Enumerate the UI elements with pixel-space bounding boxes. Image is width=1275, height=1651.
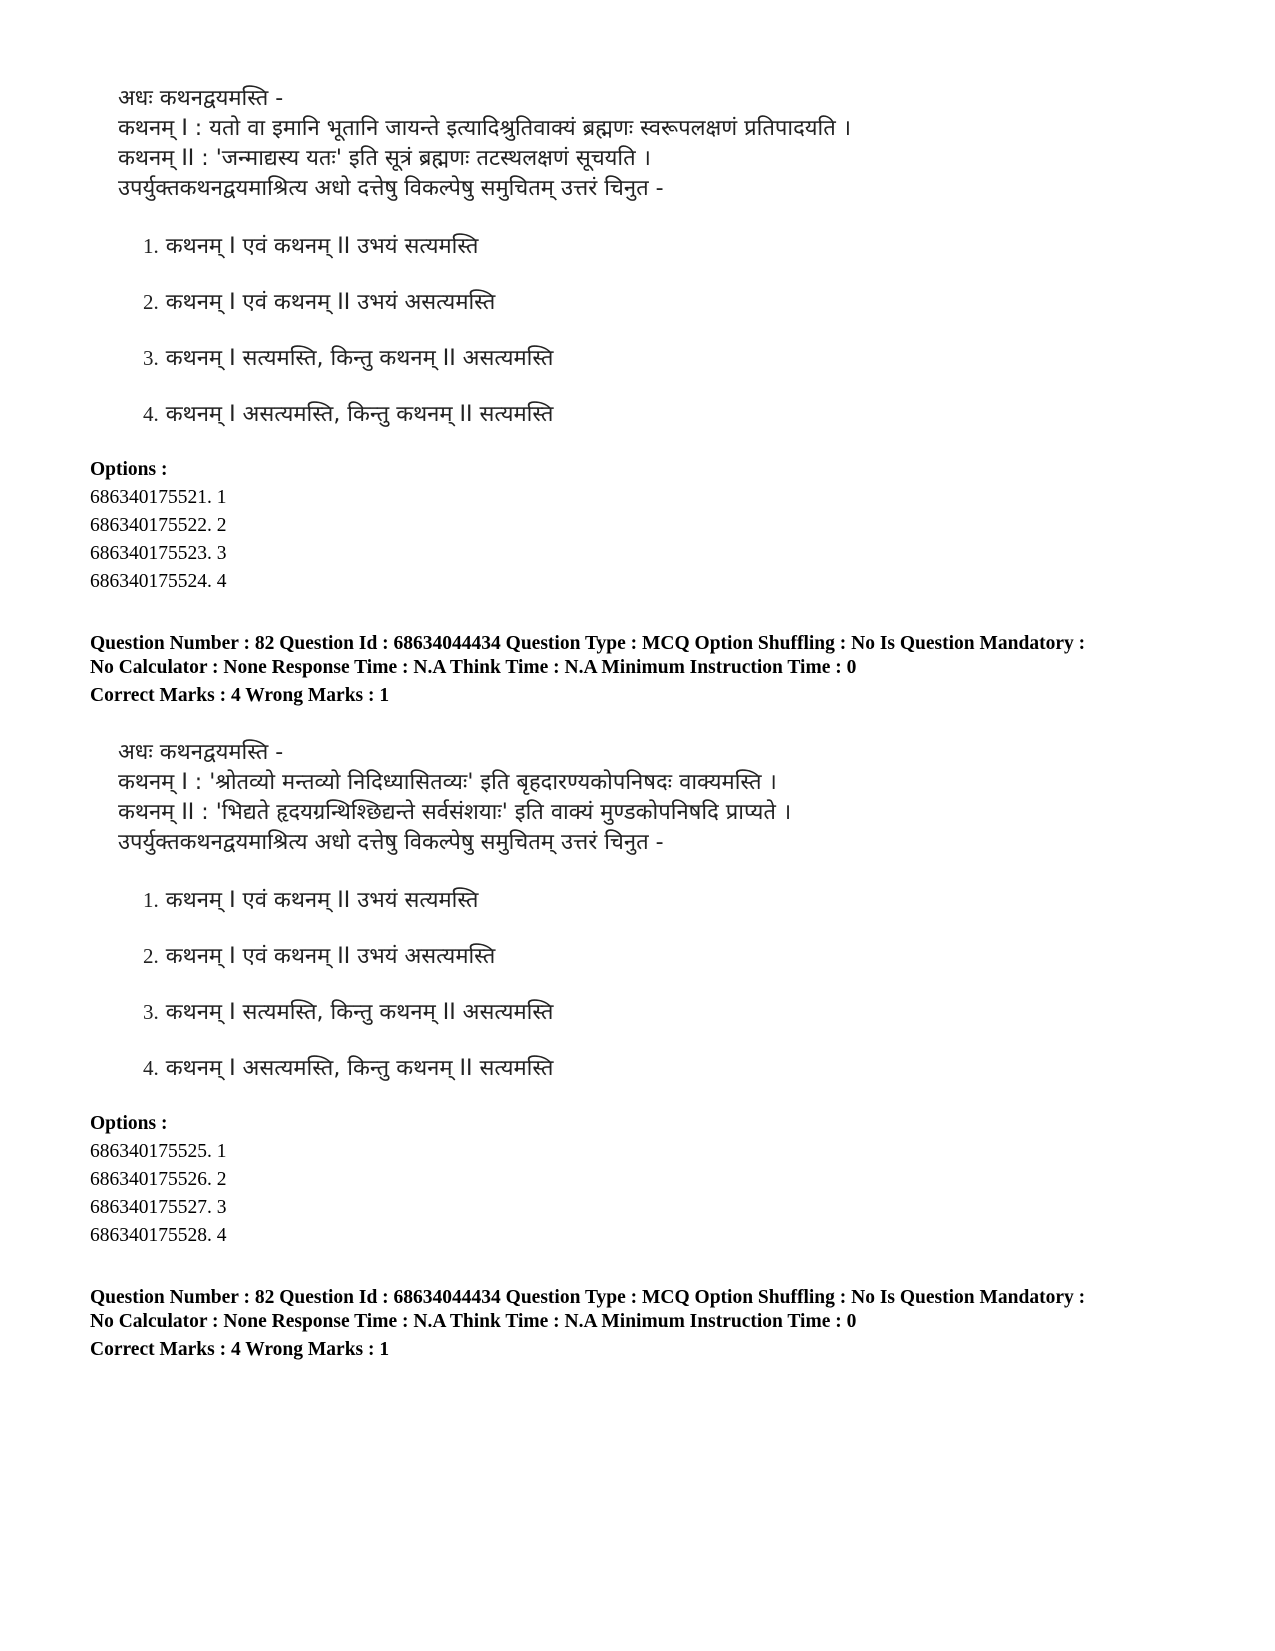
statement-2: कथनम् II : 'भिद्यते हृदयग्रन्थिश्छिद्यन्ते सर्वसंशयाः' इति वाक्यं मुण्डकोपनिषदि प्राप्यते । [118, 800, 792, 825]
question-meta-line-2: No Calculator : None Response Time : N.A Think Time : N.A Minimum Instruction Time : 0 [90, 1311, 857, 1332]
option-item: 686340175526. 2 [90, 1169, 227, 1190]
question-meta-line-2: No Calculator : None Response Time : N.A Think Time : N.A Minimum Instruction Time : 0 [90, 657, 857, 678]
question-meta-line-1: Question Number : 82 Question Id : 68634044434 Question Type : MCQ Option Shuffling : No Is Question Mandatory : [90, 633, 1086, 654]
option-item: 686340175527. 3 [90, 1197, 227, 1218]
question-instruction: उपर्युक्तकथनद्वयमाश्रित्य अधो दत्तेषु विकल्पेषु समुचितम् उत्तरं चिनुत - [118, 830, 664, 855]
options-label: Options : [90, 459, 168, 480]
statement-2: कथनम् II : 'जन्माद्यस्य यतः' इति सूत्रं ब्रह्मणः तटस्थलक्षणं सूचयति । [118, 146, 652, 171]
option-item: 686340175522. 2 [90, 515, 227, 536]
choice-item: 2. कथनम् I एवं कथनम् II उभयं असत्यमस्ति [143, 290, 496, 315]
choice-item: 3. कथनम् I सत्यमस्ति, किन्तु कथनम् II असत्यमस्ति [143, 1000, 554, 1025]
choice-item: 1. कथनम् I एवं कथनम् II उभयं सत्यमस्ति [143, 234, 479, 259]
options-label: Options : [90, 1113, 168, 1134]
choice-item: 1. कथनम् I एवं कथनम् II उभयं सत्यमस्ति [143, 888, 479, 913]
question-intro: अधः कथनद्वयमस्ति - [118, 86, 284, 111]
options-list-1 [90, 484, 227, 596]
choice-item: 2. कथनम् I एवं कथनम् II उभयं असत्यमस्ति [143, 944, 496, 969]
options-list-2 [90, 1138, 227, 1250]
question-instruction: उपर्युक्तकथनद्वयमाश्रित्य अधो दत्तेषु विकल्पेषु समुचितम् उत्तरं चिनुत - [118, 176, 664, 201]
option-item: 686340175521. 1 [90, 487, 227, 508]
option-item: 686340175524. 4 [90, 571, 227, 592]
question-intro: अधः कथनद्वयमस्ति - [118, 740, 284, 765]
choice-item: 4. कथनम् I असत्यमस्ति, किन्तु कथनम् II सत्यमस्ति [143, 1056, 554, 1081]
question-marks: Correct Marks : 4 Wrong Marks : 1 [90, 1339, 390, 1360]
statement-1: कथनम् I : यतो वा इमानि भूतानि जायन्ते इत्यादिश्रुतिवाक्यं ब्रह्मणः स्वरूपलक्षणं प्रतिपादयति । [118, 116, 852, 141]
option-item: 686340175525. 1 [90, 1141, 227, 1162]
option-item: 686340175528. 4 [90, 1225, 227, 1246]
choice-item: 4. कथनम् I असत्यमस्ति, किन्तु कथनम् II सत्यमस्ति [143, 402, 554, 427]
question-meta-line-1: Question Number : 82 Question Id : 68634044434 Question Type : MCQ Option Shuffling : No Is Question Mandatory : [90, 1287, 1086, 1308]
option-item: 686340175523. 3 [90, 543, 227, 564]
question-marks: Correct Marks : 4 Wrong Marks : 1 [90, 685, 390, 706]
statement-1: कथनम् I : 'श्रोतव्यो मन्तव्यो निदिध्यासितव्यः' इति बृहदारण्यकोपनिषदः वाक्यमस्ति । [118, 770, 777, 795]
choice-item: 3. कथनम् I सत्यमस्ति, किन्तु कथनम् II असत्यमस्ति [143, 346, 554, 371]
